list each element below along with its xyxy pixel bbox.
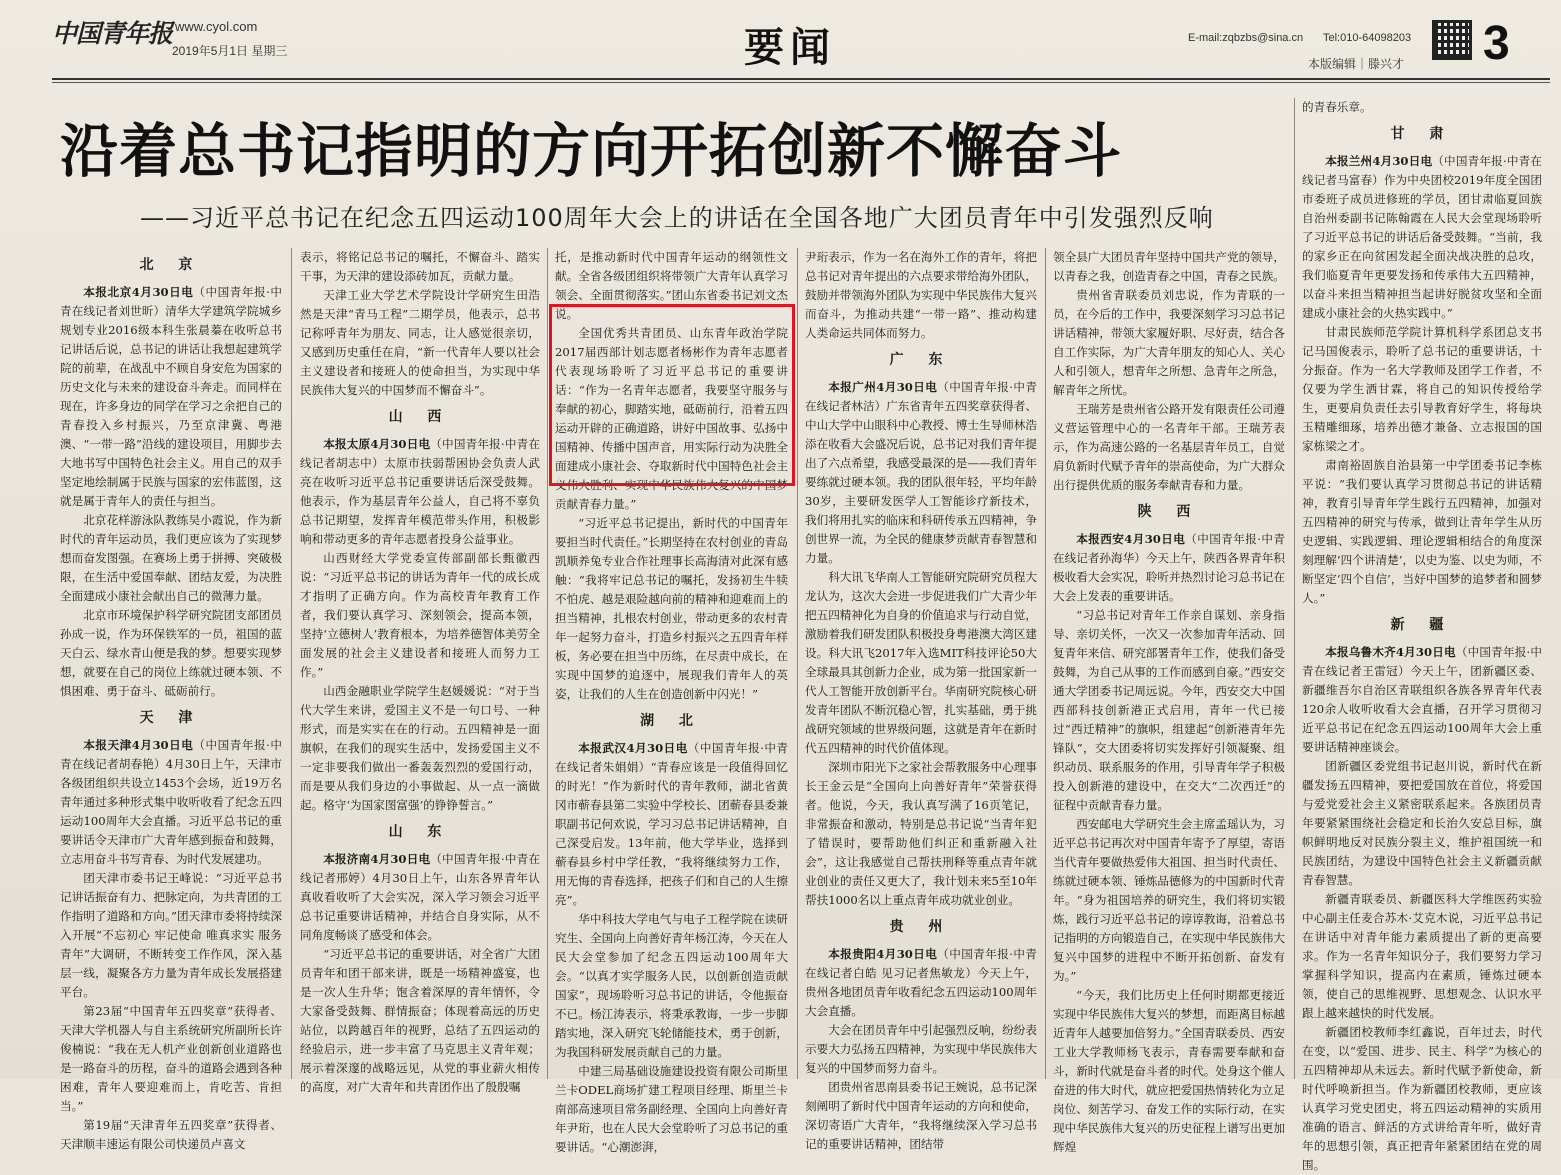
article-paragraph — [555, 910, 788, 1062]
dateline: 本报贵阳4月30日电 — [828, 947, 938, 961]
paragraph-text: 领全县广大团员青年坚持中国共产党的领导，以青春之我，创造青春之中国，青春之民族。 — [1053, 250, 1285, 283]
article-paragraph — [1053, 606, 1285, 815]
paragraph-text: 表示，将铭记总书记的嘱托，不懈奋斗、踏实干事，为天津的建设添砖加瓦，贡献力量。 — [300, 250, 540, 283]
article-paragraph — [1302, 323, 1542, 456]
paragraph-text: “习近平总书记的重要讲话，对全省广大团员青年和团干部来讲，既是一场精神盛宴，也是一次人生升华；饱含着深厚的青年情怀，令大家备受鼓舞、群情振奋；体现着高远的历史站位，以跨越百年的视野，总结了五四运动的经验启示，进一步丰富了马克思主义青年观；展示着深邃的战略远见，从党的事业薪火相传的高度，对广大青年和共青团作出了殷殷嘱 — [300, 947, 540, 1094]
article-paragraph — [805, 568, 1037, 758]
page-editor: 本版编辑｜滕兴才 — [1308, 57, 1405, 71]
column-divider — [797, 248, 798, 1079]
paragraph-text: （中国青年报·中青在线记者邢婷）4月30日上午，山东各界青年认真收看收听了大会实况，深入学习领会习近平总书记重要讲话精神，并结合自身实际，从不同角度畅谈了感受和体会。 — [300, 852, 541, 942]
region-heading: 广 东 — [889, 352, 953, 368]
paragraph-text: （中国青年报·中青在线记者胡春艳）4月30日上午，天津市各级团组织共设立1453个会场，近19万名青年通过多种形式集中收听收看了纪念五四运动100周年大会直播。习近平总书记的重要讲话令天津市广大青年感到振奋和鼓舞，立志用奋斗书写青春、为时代发展建功。 — [60, 738, 282, 866]
paragraph-text: （中国青年报·中青在线记者刘世昕）清华大学建筑学院城乡规划专业2016级本科生张晨蓁在收听总书记讲话后说，总书记的讲话让我想起建筑学院的前辈，在战乱中不顾自身安危为国家的历史文化与未来的建设奋斗奔走。而同样在现在，许多身边的同学在学习之余把自己的青春投入乡村振兴，乃至京津冀、粤港澳、“一带一路”沿线的建设项目，用脚步去大地书写中国特色社会主义。用自己的双手坚定地绘制属于民族与国家的宏伟蓝图，这就是属于青年人的责任与担当。 — [60, 285, 282, 508]
article-paragraph — [60, 1116, 282, 1154]
paragraph-text: （中国青年报·中青在线记者白皓 见习记者焦敏龙）今天上午，贵州各地团员青年收看纪念五四运动100周年大会直播。 — [805, 947, 1038, 1018]
region-heading: 贵 州 — [889, 919, 953, 935]
contact-email: E-mail:zqbzbs@sina.cn — [1188, 32, 1304, 44]
dateline: 本报北京4月30日电 — [83, 285, 194, 299]
region-heading: 新 疆 — [1390, 617, 1454, 633]
region-heading: 山 东 — [388, 824, 452, 840]
region-heading: 北 京 — [139, 257, 203, 273]
paragraph-text: （中国青年报·中青在线记者林洁）广东省青年五四奖章获得者、中山大学中山眼科中心教授、博士生导师林浩添在收看大会盛况后说，总书记对我们青年提出了六点希望，我感受最深的是——我们青年要练就过硬本领。我的团队很年轻，平均年龄30岁，主要研发医学人工智能诊疗新技术，我们将用扎实的临床和科研传承五四精神，争创世界一流，为全民的健康梦贡献青春智慧和力量。 — [805, 380, 1038, 565]
paragraph-text: 团贵州省思南县委书记王婉说，总书记深刻阐明了新时代中国青年运动的方向和使命，深切寄语广大青年，“我将继续深入学习总书记的重要讲话精神，团结带 — [805, 1080, 1037, 1151]
article-column-1 — [60, 248, 282, 1151]
paragraph-text: 甘肃民族师范学院计算机科学系团总支书记马国俊表示，聆听了总书记的重要讲话，十分振奋。作为一名大学教师及团学工作者，不仅要为学生洒甘霖，将自己的知识传授给学生，更要肩负责任去引导教育好学生，将每块玉精雕细琢，培养出德才兼备、立志报国的国家栋梁之才。 — [1302, 325, 1542, 453]
issue-date: 2019年5月1日 星期三 — [172, 44, 288, 58]
paragraph-text: 托，是推动新时代中国青年运动的纲领性文献。全省各级团组织将带领广大青年认真学习领会、全面贯彻落实。”团山东省委书记刘文杰说。 — [555, 250, 788, 321]
region-heading: 甘 肃 — [1390, 126, 1454, 142]
paragraph-text: 王瑞芳是贵州省公路开发有限责任公司遵义营运管理中心的一名青年干部。王瑞芳表示，作为高速公路的一名基层青年员工，自觉肩负新时代赋予青年的崇高使命，为广大群众出行提供优质的服务奉献青春和力量。 — [1053, 402, 1285, 492]
paragraph-text: （中国青年报·中青在线记者孙海华）今天上午，陕西各界青年积极收看大会实况，聆听并热烈讨论习总书记在大会上发表的重要讲话。 — [1053, 532, 1286, 603]
article-paragraph — [60, 1002, 282, 1116]
headline: 沿着总书记指明的方向开拓创新不懈奋斗 — [60, 117, 1123, 185]
paragraph-text: “今天，我们比历史上任何时期都更接近实现中华民族伟大复兴的梦想，而距离目标越近青年人越要加倍努力。”全国青联委员、西安工业大学教师杨飞表示，青春需要奉献和奋斗，新时代就是奋斗者的时代。处身这个催人奋进的伟大时代，就应把爱国热情转化为立足岗位、刻苦学习、奋发工作的实际行动，在实现中华民族伟大复兴的历史征程上谱写出更加辉煌 — [1053, 988, 1286, 1154]
article-paragraph — [1053, 248, 1285, 286]
region-heading: 天 津 — [139, 710, 203, 726]
article-paragraph — [805, 1078, 1037, 1154]
article-paragraph — [300, 435, 540, 549]
article-paragraph — [1053, 286, 1285, 400]
article-paragraph — [1302, 890, 1542, 1023]
article-paragraph — [300, 850, 540, 945]
article-column-5 — [1053, 248, 1286, 1154]
paragraph-text: 团天津市委书记王峰说：“习近平总书记讲话振奋有力、把脉定向，为共青团的工作指明了道路和方向。”团天津市委将持续深入开展“不忘初心 牢记使命 唯真求实 服务青年”大调研，不断转变工作作风，深入基层一线，凝聚各方力量为青年成长发展搭建平台。 — [60, 871, 282, 999]
article-paragraph — [300, 945, 540, 1097]
article-paragraph — [300, 248, 540, 286]
paragraph-text: （中国青年报·中青在线记者胡志中）太原市扶弱帮困协会负责人武亮在收听习近平总书记重要讲话后深受鼓舞。他表示，作为基层青年公益人，自己将不辜负总书记期望，发挥青年模范带头作用，积极影响和带动更多的青年志愿者投身公益事业。 — [300, 437, 541, 546]
article-paragraph — [1053, 400, 1285, 495]
article-paragraph — [555, 248, 788, 324]
article-paragraph — [555, 514, 788, 704]
column-divider — [547, 248, 548, 1079]
paragraph-text: 北京市环境保护科学研究院团支部团员孙成一说，作为环保铁军的一员，祖国的蓝天白云、绿水青山便是我的梦。想要实现梦想，就要在自己的岗位上练就过硬本领、不惧困难、勇于奋斗、砥砺前行。 — [60, 608, 282, 698]
paragraph-text: 肃南裕固族自治县第一中学团委书记李栋平说：“我们要认真学习贯彻总书记的讲话精神，教育引导青年学生践行五四精神，加强对五四精神的研究与传承，做到让青年学生从历史逻辑、实践逻辑、理论逻辑相结合的角度深刻理解‘四个讲清楚’，以史为鉴、以史为师，不断坚定‘四个自信’，当好中国梦的追梦者和圆梦人。” — [1302, 458, 1542, 605]
column-divider — [291, 248, 292, 1079]
article-paragraph — [1302, 456, 1542, 608]
article-paragraph — [1053, 986, 1285, 1157]
paragraph-text: 华中科技大学电气与电子工程学院在读研究生、全国向上向善好青年杨江涛，今天在人民大会堂参加了纪念五四运动100周年大会。“以真才实学服务人民，以创新创造贡献国家”，现场聆听习总书记的讲话，令他振奋不已。杨江涛表示，将秉承教诲，一步一步脚踏实地，深入研究飞轮储能技术，勇于创新，为我国科研发展贡献自己的力量。 — [555, 912, 788, 1059]
paragraph-text: “习近平总书记提出，新时代的中国青年要担当时代责任。”长期坚持在农村创业的青岛凯顺养兔专业合作社理事长高海清对此深有感触：“我将牢记总书记的嘱托，发扬初生牛犊不怕虎、越是艰险越向前的精神和迎难而上的担当精神，扎根农村创业，带动更多的农村青年一起努力奋斗，打造乡村振兴之五四青年样板，务必要在担当中历练，在尽责中成长，在实现中国梦的追逐中，展现我们青年人的英姿，让我们的人生在创造创新中闪光！” — [555, 516, 788, 701]
paragraph-text: 团新疆区委党组书记赵川说，新时代在新疆发扬五四精神，要把爱国放在首位，将爱国与爱党爱社会主义紧密联系起来。各族团员青年要紧紧围绕社会稳定和长治久安总目标，旗帜鲜明地反对民族分裂主义，维护祖国统一和民族团结，为建设中国特色社会主义新疆贡献青春智慧。 — [1302, 759, 1542, 887]
article-paragraph — [805, 945, 1037, 1021]
dateline: 本报广州4月30日电 — [828, 380, 938, 394]
paragraph-text: 山西财经大学党委宣传部副部长甄徽西说：“习近平总书记的讲话为青年一代的成长成才指明了正确方向。作为高校青年教育工作者，我们要认真学习、深刻领会，提高本领，坚持‘立德树人’教育根本，为培养德智体美劳全面发展的社会主义建设者和接班人而努力工作。” — [300, 551, 540, 679]
dateline: 本报天津4月30日电 — [83, 738, 194, 752]
column-divider — [1045, 248, 1046, 1079]
article-paragraph — [555, 1062, 788, 1157]
dateline: 本报太原4月30日电 — [323, 437, 431, 451]
article-column-6 — [1302, 98, 1543, 1172]
paragraph-text: （中国青年报·中青在线记者王雷冠）今天上午，团新疆区委、新疆维吾尔自治区青联组织各族各界青年代表120余人收听收看大会直播，召开学习贯彻习近平总书记在纪念五四运动100周年大会上重要讲话精神座谈会。 — [1302, 645, 1543, 754]
article-paragraph — [300, 682, 540, 815]
column-divider — [1294, 98, 1295, 1079]
article-column-4 — [805, 248, 1038, 1151]
region-heading: 陕 西 — [1137, 504, 1201, 520]
contact-tel: Tel:010-64098203 — [1323, 32, 1412, 44]
paragraph-text: （中国青年报·中青在线记者朱娟娟）“青春应该是一段值得回忆的时光！”作为新时代的青年教师，湖北省黄冈市蕲春县第二实验中学校长、团蕲春县委兼职副书记何欢说，学习习总书记讲话精神，自己深受启发。13年前，他大学毕业，选择到蕲春县乡村中学任教，“我将继续努力工作，用无悔的青春选择，把孩子们和自己的人生擦亮”。 — [555, 741, 789, 907]
paragraph-text: 全国优秀共青团员、山东青年政治学院2017届西部计划志愿者杨彬作为青年志愿者代表现场聆听了习近平总书记的重要讲话：“作为一名青年志愿者，我要坚守服务与奉献的初心，脚踏实地，砥砺前行，沿着五四运动开辟的正确道路，讲好中国故事、弘扬中国精神、传播中国声音，用实际行动为决胜全面建成小康社会、夺取新时代中国特色社会主义伟大胜利、实现中华民族伟大复兴的中国梦贡献青春力量。” — [555, 326, 788, 511]
page-number: 3 — [1483, 17, 1510, 70]
article-paragraph — [1302, 152, 1542, 323]
article-paragraph — [1302, 98, 1542, 117]
paragraph-text: 中建三局基础设施建设投资有限公司斯里兰卡ODEL商场扩建工程项目经理、斯里兰卡南部高速项目常务副经理、全国向上向善好青年尹珩，也在人民大会堂聆听了习总书记的重要讲话。“心潮澎湃， — [555, 1064, 788, 1154]
article-paragraph — [60, 869, 282, 1002]
article-paragraph — [1053, 815, 1285, 986]
dateline: 本报西安4月30日电 — [1076, 532, 1186, 546]
article-paragraph — [300, 549, 540, 682]
article-paragraph — [805, 758, 1037, 910]
article-paragraph — [805, 1021, 1037, 1078]
paragraph-text: “习总书记对青年工作亲自谋划、亲身指导、亲切关怀，一次又一次参加青年活动、回复青年来信、研究部署青年工作，使我们备受鼓舞，为自己从事的工作而感到自豪。”西安交通大学团委书记周远说。今年，西安交大中国西部科技创新港正式启用，青年一代已接过“西迁精神”的旗帜，组建起“创新港青年先锋队”，交大团委将切实发挥好引领凝聚、组织动员、联系服务的作用，引导青年学子积极投入创新港的建设中，在交大“二次西迁”的征程中贡献青春力量。 — [1053, 608, 1286, 812]
paragraph-text: 天津工业大学艺术学院设计学研究生田浩然是天津“青马工程”二期学员，他表示，总书记称呼青年为朋友、同志，让人感觉很亲切，又感到历史重任在肩，“新一代青年人要以社会主义建设者和接班人的使命担当，为实现中华民族伟大复兴的中国梦而不懈奋斗”。 — [300, 288, 540, 397]
dateline: 本报兰州4月30日电 — [1325, 154, 1433, 168]
subheadline: ——习近平总书记在纪念五四运动100周年大会上的讲话在全国各地广大团员青年中引发强烈反响 — [140, 204, 1214, 232]
paragraph-text: 第23届“中国青年五四奖章”获得者、天津大学机器人与自主系统研究所副所长许俊楠说：“我在无人机产业创新创业道路也是一路奋斗的历程，奋斗的道路会遇到各种困难，青年人要迎难而上，肯吃苦、肯担当。” — [60, 1004, 282, 1113]
paragraph-text: 新疆团校教师李红鑫说，百年过去，时代在变，以“爱国、进步、民主、科学”为核心的五四精神却从未远去。新时代赋予新使命，新时代呼唤新担当。作为新疆团校教师，更应该认真学习党史团史，将五四运动精神的实质用准确的语言、鲜活的方式讲给青年听，做好青年的思想引领，真正把青年紧紧团结在党的周围。 — [1302, 1025, 1542, 1172]
article-paragraph — [60, 283, 282, 511]
article-paragraph — [805, 378, 1037, 568]
dateline: 本报济南4月30日电 — [323, 852, 431, 866]
article-paragraph — [1302, 1023, 1542, 1175]
paragraph-text: 深圳市阳光下之家社会帮教服务中心理事长王金云是“全国向上向善好青年”荣誉获得者。他说，今天，我认真写满了16页笔记，非常振奋和激动，特别是总书记说“当青年犯了错误时，要帮助他们纠正和重新融入社会”，这让我感觉自己帮扶刑释等重点青年就业创业的责任又更大了，我计划未来5至10年帮扶1000名以上重点青年成功就业创业。 — [805, 760, 1037, 907]
paragraph-text: 贵州省青联委员刘忠说，作为青联的一员，在今后的工作中，我要深刻学习习总书记讲话精神，带领大家履好职、尽好责，结合各自工作实际，为广大青年朋友的知心人、关心人和引领人，想青年之所想、急青年之所急，解青年之所忧。 — [1053, 288, 1285, 397]
article-paragraph — [60, 511, 282, 606]
article-paragraph — [1302, 757, 1542, 890]
article-paragraph — [1053, 530, 1285, 606]
paragraph-text: 第19届“天津青年五四奖章”获得者、天津顺丰速运有限公司快递员卢喜文 — [60, 1118, 282, 1151]
region-heading: 山 西 — [388, 409, 452, 425]
paragraph-text: 西安邮电大学研究生会主席孟瑶认为，习近平总书记再次对中国青年寄予了厚望，寄语当代青年要做热爱伟大祖国、担当时代责任、练就过硬本领、锤炼品德修为的中国新时代青年。“身为祖国培养的研究生，我们将切实锻炼，践行习近平总书记的谆谆教诲，沿着总书记指明的方向锻造自己，在实现中华民族伟大复兴中国梦的进程中不断开拓创新、奋发有为。” — [1053, 817, 1285, 983]
paragraph-text: 大会在团员青年中引起强烈反响，纷纷表示要大力弘扬五四精神，为实现中华民族伟大复兴的中国梦而努力奋斗。 — [805, 1023, 1037, 1075]
article-paragraph — [300, 286, 540, 400]
section-title: 要闻 — [744, 24, 836, 71]
article-paragraph — [60, 606, 282, 701]
article-column-3 — [555, 248, 789, 1154]
paragraph-text: 的青春乐章。 — [1302, 100, 1372, 114]
article-paragraph — [1302, 643, 1542, 757]
article-paragraph — [805, 248, 1037, 343]
dateline: 本报乌鲁木齐4月30日电 — [1325, 645, 1456, 659]
dateline: 本报武汉4月30日电 — [578, 741, 688, 755]
article-paragraph — [60, 736, 282, 869]
article-column-2 — [300, 248, 541, 1094]
masthead-rule — [52, 78, 1550, 80]
paragraph-text: 北京花样游泳队教练吴小霞说，作为新时代的青年运动员，我们更应该为了实现梦想而奋发图强。在赛场上勇于拼搏、突破极限，在生活中爱国奉献、团结友爱，为决胜全面建成小康社会献出自己的微薄力量。 — [60, 513, 282, 603]
paragraph-text: 山西金融职业学院学生赵媛媛说：“对于当代大学生来讲，爱国主义不是一句口号、一种形式，而是实实在在的行动。五四精神是一面旗帜，在我们的现实生活中，发扬爱国主义不一定非要我们做出一番轰轰烈烈的爱国行动，而是要从我们身边的小事做起、从一点一滴做起。格守‘为国家图富强’的铮铮誓言。” — [300, 684, 540, 812]
paragraph-text: 科大讯飞华南人工智能研究院研究员程大龙认为，这次大会进一步促进我们广大青少年把五四精神化为自身的价值追求与行动自觉，激励着我们研发团队积极投身粤港澳大湾区建设。科大讯飞2017年入选MIT科技评论50大全球最具其创新力企业，成为第一批国家新一代人工智能开放创新平台。华南研究院核心研发青年团队不断沉稳心智，扎实基础，勇于挑战研究领域的世界级问题，这就是青年在新时代五四精神的时代价值体现。 — [805, 570, 1037, 755]
newspaper-url: www.cyol.com — [175, 19, 258, 34]
newspaper-logo: 中国青年报 — [52, 19, 173, 48]
article-paragraph — [555, 324, 788, 514]
paragraph-text: 新疆青联委员、新疆医科大学维医药实验中心副主任麦合苏木·艾克木说，习近平总书记在讲话中对青年能力素质提出了新的更高要求。作为一名青年知识分子，我们要努力学习掌握科学知识，提高内在素质，锤炼过硬本领，使自己的思维视野、思想观念、认识水平跟上越来越快的时代发展。 — [1302, 892, 1542, 1020]
qr-code-icon — [1432, 20, 1472, 60]
masthead — [0, 0, 1561, 95]
paragraph-text: （中国青年报·中青在线记者马富春）作为中央团校2019年度全国团市委班子成员进修班的学员，团甘肃临夏回族自治州委副书记陈翰霞在人民大会堂现场聆听了习近平总书记的讲话后备受鼓舞。“当前，我的家乡正在向贫困发起全面决战决胜的总攻，我们临夏青年更要发扬和传承伟大五四精神，以奋斗来担当精神担当起讲好脱贫攻坚和全面建成小康社会的火热实践中。” — [1302, 154, 1543, 320]
article-paragraph — [555, 739, 788, 910]
paragraph-text: 尹珩表示，作为一名在海外工作的青年，将把总书记对青年提出的六点要求带给海外团队，鼓励并带领海外团队为实现中华民族伟大复兴而奋斗，为推动共建“一带一路”、推动构建人类命运共同体而努力。 — [805, 250, 1037, 340]
region-heading: 湖 北 — [640, 713, 703, 729]
masthead-rule-thin — [52, 82, 1550, 83]
